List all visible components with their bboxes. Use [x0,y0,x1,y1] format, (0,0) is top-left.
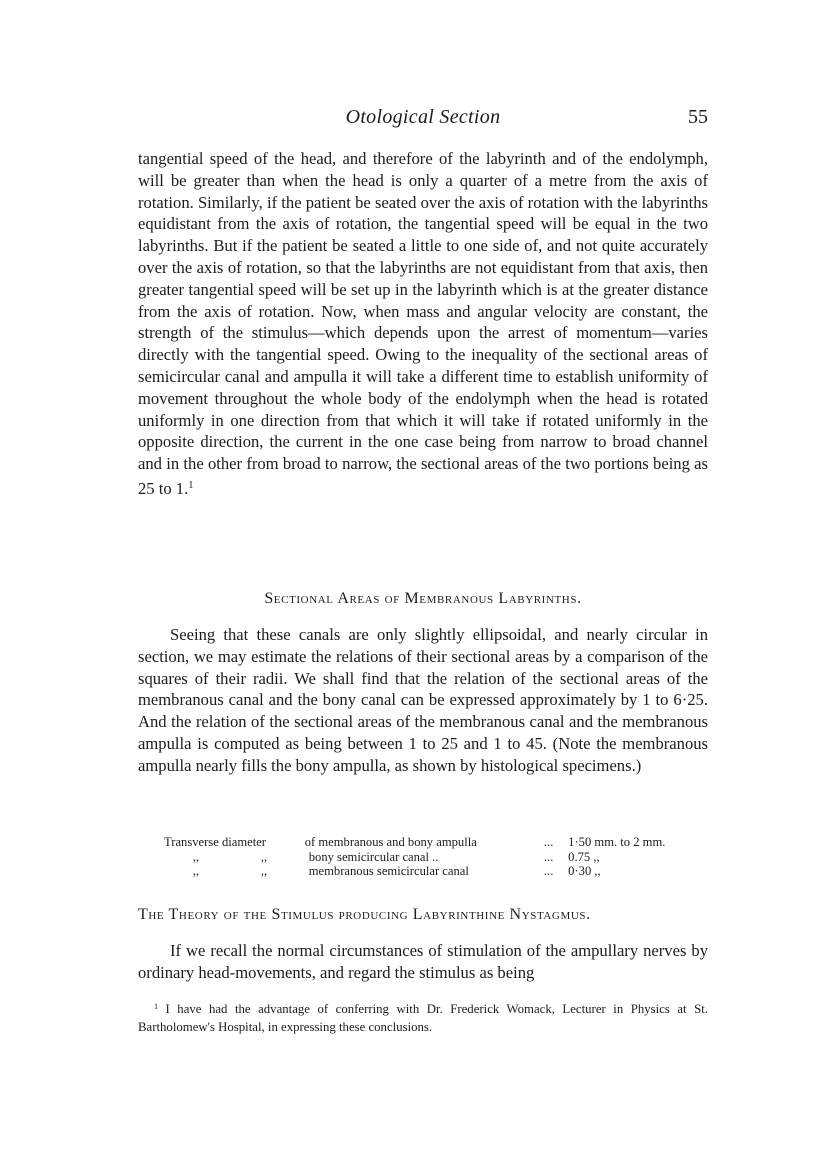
body-paragraph-2: Seeing that these canals are only slightly ellipsoidal, and nearly circular in section, we may estimate the relations of their sectional areas by a comparison of the squares of their radii. We shall find that the relation of the sectional areas of the membranous canal and the bony canal can be expressed approximately by 1 to 6·25. And the relation of the sectional areas of the membranous canal and the membranous ampulla is computed as being between 1 to 25 and 1 to 45. (Note the membranous ampulla nearly fills the bony ampulla, as shown by histological specimens.) [138,625,708,775]
measurement-row [164,864,704,879]
measurement-leader: ... [543,849,554,864]
measurement-row [164,850,704,865]
paragraph-1-text: tangential speed of the head, and therefore of the labyrinth and of the endolymph, will be greater than when the head is only a quarter of a metre from the axis of rotation. Similarly, if the patient be seated over the axis of rotation with the labyrinths equidistant from the axis of rotation, the tangential speed will be equal in the two labyrinths. But if the patient be seated a little to one side of, and not quite accurately over the axis of rotation, so that the labyrinths are not equidistant from that axis, then greater tangential speed will be set up in the labyrinth which is at the greater distance from the axis of rotation. Now, when mass and angular velocity are constant, the strength of the stimulus—which depends upon the arrest of momentum—varies directly with the tangential speed. Owing to the inequality of the sectional areas of semicircular canal and ampulla it will take a different time to establish uniformity of movement throughout the whole body of the endolymph when the head is rotated uniformly in one direction from that which it will take if rotated uniformly in the opposite direction, the current in the one case being from narrow to broad channel and in the other from broad to narrow, the sectional areas of the two portions being as 25 to 1. [138,149,708,498]
measurement-row [164,835,704,850]
running-head-title: Otological Section [345,106,501,128]
ditto-mark: ,, [260,849,268,864]
measurement-value: 0·30 ,, [568,864,601,878]
measurement-label [164,864,305,879]
measurement-structure: bony semicircular canal .. [308,849,439,864]
measurement-structure: membranous semicircular canal [308,864,469,878]
footnote-reference: 1 [188,479,194,491]
footnote [138,998,708,1036]
ditto-mark: ,, [192,864,200,878]
measurement-structure: of membranous and bony ampulla [304,835,477,849]
section-heading-sectional-areas: Sectional Areas of Membranous Labyrinths. [264,590,582,607]
measurement-leader: ... [543,864,554,878]
footnote-mark: 1 [154,1002,158,1011]
measurement-value: 1·50 mm. to 2 mm. [568,835,666,849]
footnote-text: I have had the advantage of conferring with Dr. Frederick Womack, Lecturer in Physics at St. Bartholomew's Hospital, in expressing these conclusions. [138,1002,708,1034]
section-heading-theory: The Theory of the Stimulus producing Labyrinthine Nystagmus. [138,906,591,923]
ditto-mark: ,, [192,849,200,864]
measurement-label: Transverse diameter [164,835,267,849]
page-number: 55 [688,106,708,128]
body-paragraph-1 [138,148,708,500]
measurement-value: 0.75 ,, [568,849,600,864]
measurements-table [164,835,704,879]
measurement-leader: ... [543,835,554,849]
ditto-mark: ,, [260,864,268,878]
running-head [138,106,708,136]
body-paragraph-3: If we recall the normal circumstances of stimulation of the ampullary nerves by ordinary head-movements, and regard the stimulus as being [138,941,708,982]
measurement-label [164,850,305,865]
